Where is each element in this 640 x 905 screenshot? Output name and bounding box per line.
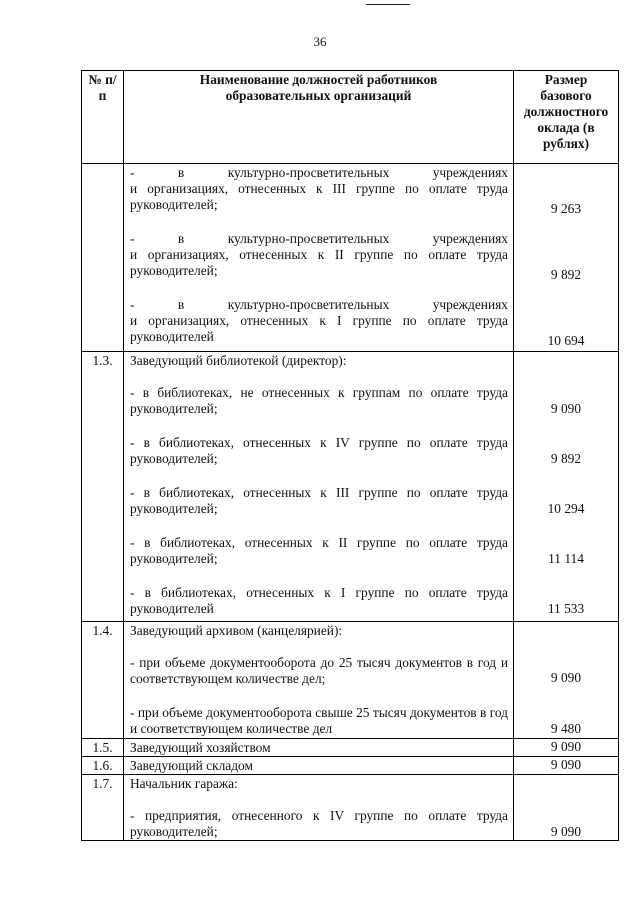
list-item: - при объеме документооборота свыше 25 тысяч документов в год и соответствующем количестве дел <box>130 705 508 736</box>
row-description <box>124 622 514 739</box>
header-num: № п/п <box>82 71 124 164</box>
list-item <box>130 165 508 213</box>
salary-value: 9 090 <box>550 401 582 416</box>
table-row <box>82 757 619 775</box>
salary-value: 9 892 <box>550 451 582 466</box>
top-rule <box>366 4 410 5</box>
table-row <box>82 775 619 841</box>
entry-text: и организациях, отнесенных к I группе по оплате труда руководителей <box>130 313 508 344</box>
list-item: - в библиотеках, отнесенных к III группе по оплате труда руководителей; <box>130 485 508 516</box>
row-salary <box>514 775 619 841</box>
salary-value: 9 090 <box>514 757 619 775</box>
salary-value: 9 090 <box>550 670 582 685</box>
salary-value: 9 263 <box>550 201 582 216</box>
list-item: - в библиотеках, отнесенных к II группе по оплате труда руководителей; <box>130 535 508 566</box>
salary-value: 10 694 <box>547 333 585 348</box>
table-header-row <box>82 71 619 164</box>
salary-value: 9 892 <box>550 267 582 282</box>
row-number: 1.5. <box>82 739 124 757</box>
row-number: 1.6. <box>82 757 124 775</box>
row-number <box>82 164 124 352</box>
salary-value: 9 090 <box>514 739 619 757</box>
list-item: - предприятия, отнесенного к IV группе по оплате труда руководителей; <box>130 808 508 839</box>
table-row <box>82 164 619 352</box>
row-description <box>124 775 514 841</box>
list-item: - в библиотеках, отнесенных к IV группе по оплате труда руководителей; <box>130 435 508 466</box>
entry-text: и организациях, отнесенных к II группе по оплате труда руководителей; <box>130 247 508 278</box>
row-description <box>124 164 514 352</box>
row-title: Заведующий складом <box>124 757 514 775</box>
salary-value: 9 480 <box>550 721 582 736</box>
salary-value: 11 533 <box>547 601 585 616</box>
row-salary <box>514 352 619 622</box>
entry-text-line1: - в культурно-просветительных учреждениях <box>130 165 508 180</box>
table-row <box>82 739 619 757</box>
salary-value: 9 090 <box>550 824 582 839</box>
list-item: - в библиотеках, не отнесенных к группам по оплате труда руководителей; <box>130 385 508 416</box>
table-row <box>82 622 619 739</box>
list-item <box>130 231 508 279</box>
header-title: Наименование должностей работников образовательных организаций <box>124 71 514 164</box>
row-salary <box>514 622 619 739</box>
row-title: Заведующий хозяйством <box>124 739 514 757</box>
salary-table <box>81 70 619 841</box>
row-description <box>124 352 514 622</box>
page-number: 36 <box>313 34 327 49</box>
row-salary <box>514 164 619 352</box>
salary-value: 10 294 <box>547 501 585 516</box>
entry-text-line1: - в культурно-просветительных учреждениях <box>130 231 508 246</box>
row-number: 1.3. <box>82 352 124 622</box>
table-row <box>82 352 619 622</box>
row-title: Начальник гаража: <box>130 776 238 791</box>
list-item: - при объеме документооборота до 25 тысяч документов в год и соответствующем количестве дел; <box>130 655 508 686</box>
row-number: 1.4. <box>82 622 124 739</box>
salary-value: 11 114 <box>548 551 584 566</box>
row-number: 1.7. <box>82 775 124 841</box>
list-item <box>130 297 508 345</box>
entry-text-line1: - в культурно-просветительных учреждениях <box>130 297 508 312</box>
list-item: - в библиотеках, отнесенных к I группе по оплате труда руководителей <box>130 585 508 616</box>
row-title: Заведующий библиотекой (директор): <box>130 353 347 368</box>
entry-text: и организациях, отнесенных к III группе по оплате труда руководителей; <box>130 181 508 212</box>
row-title: Заведующий архивом (канцелярией): <box>130 623 343 638</box>
header-salary: Размер базового должностного оклада (в рублях) <box>514 71 619 164</box>
